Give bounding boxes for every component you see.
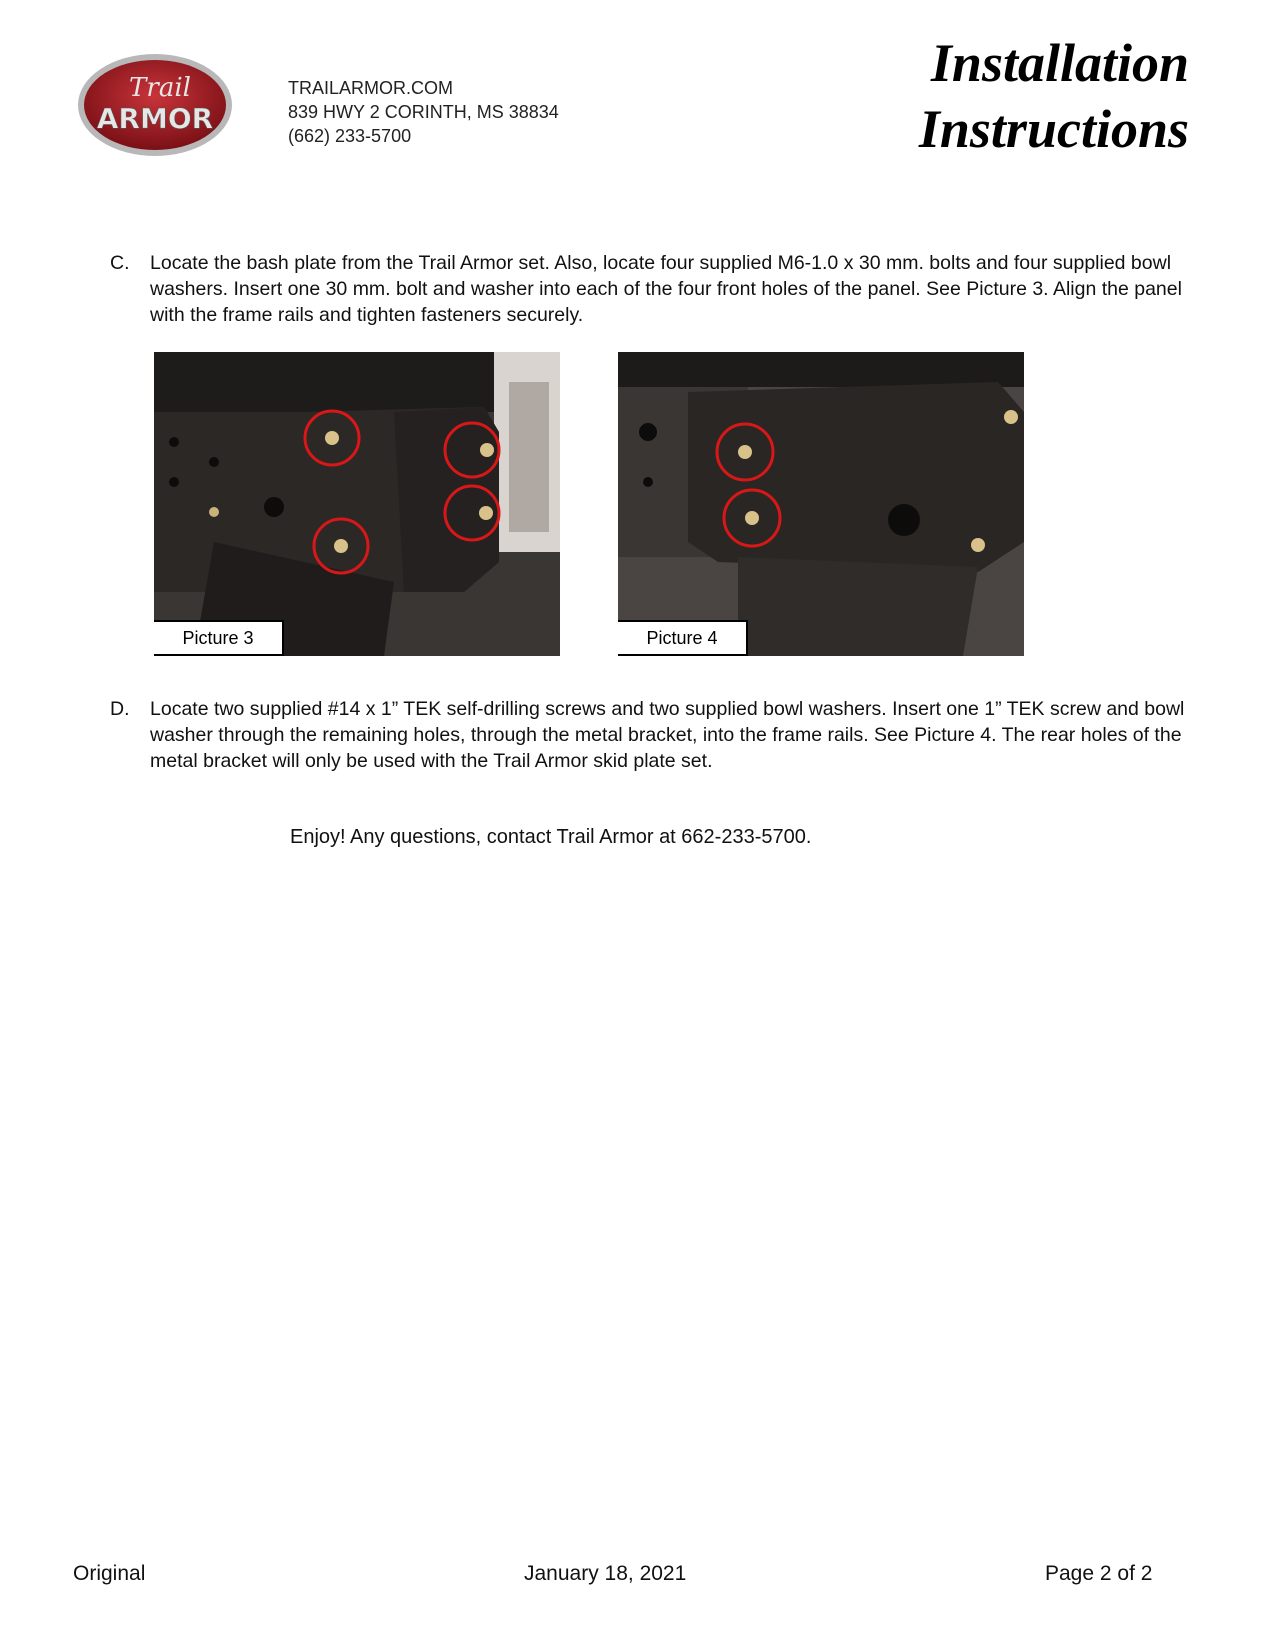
logo-line2: ARMOR (96, 102, 214, 135)
step-letter: C. (110, 252, 130, 274)
company-website: TRAILARMOR.COM (288, 78, 454, 98)
step-c (110, 250, 1200, 328)
picture-4-caption: Picture 4 (618, 620, 748, 656)
title-line1: Installation (930, 33, 1189, 93)
step-d (110, 696, 1200, 774)
trail-armor-logo (76, 52, 234, 158)
picture-4 (618, 352, 1024, 656)
step-text: Locate the bash plate from the Trail Armor set. Also, locate four supplied M6-1.0 x 30 mm. bolts and four supplied bowl washers. Insert one 30 mm. bolt and washer into each of the four front holes of the panel. See Picture 3. Align the panel with the frame rails and tighten fasteners securely. (150, 252, 1182, 326)
title-line2: Instructions (918, 99, 1189, 159)
company-address: 839 HWY 2 CORINTH, MS 38834 (288, 102, 559, 122)
footer-revision: Original (73, 1562, 146, 1585)
picture-3-photo (154, 352, 560, 656)
picture-3-caption: Picture 3 (154, 620, 284, 656)
company-phone: (662) 233-5700 (288, 126, 412, 146)
step-text: Locate two supplied #14 x 1” TEK self-drilling screws and two supplied bowl washers. Insert one 1” TEK screw and bowl washer through the remaining holes, through the metal bracket, into the frame rails. See Picture 4. The rear holes of the metal bracket will only be used with the Trail Armor skid plate set. (150, 698, 1185, 772)
page-title (919, 30, 1189, 162)
footer-date: January 18, 2021 (524, 1562, 687, 1585)
closing-note: Enjoy! Any questions, contact Trail Armor at 662-233-5700. (290, 826, 812, 848)
picture-4-photo (618, 352, 1024, 656)
logo-line1: Trail (129, 73, 191, 103)
company-contact (288, 76, 559, 148)
footer-page-number: Page 2 of 2 (1045, 1562, 1153, 1585)
picture-3 (154, 352, 560, 656)
step-letter: D. (110, 698, 130, 720)
